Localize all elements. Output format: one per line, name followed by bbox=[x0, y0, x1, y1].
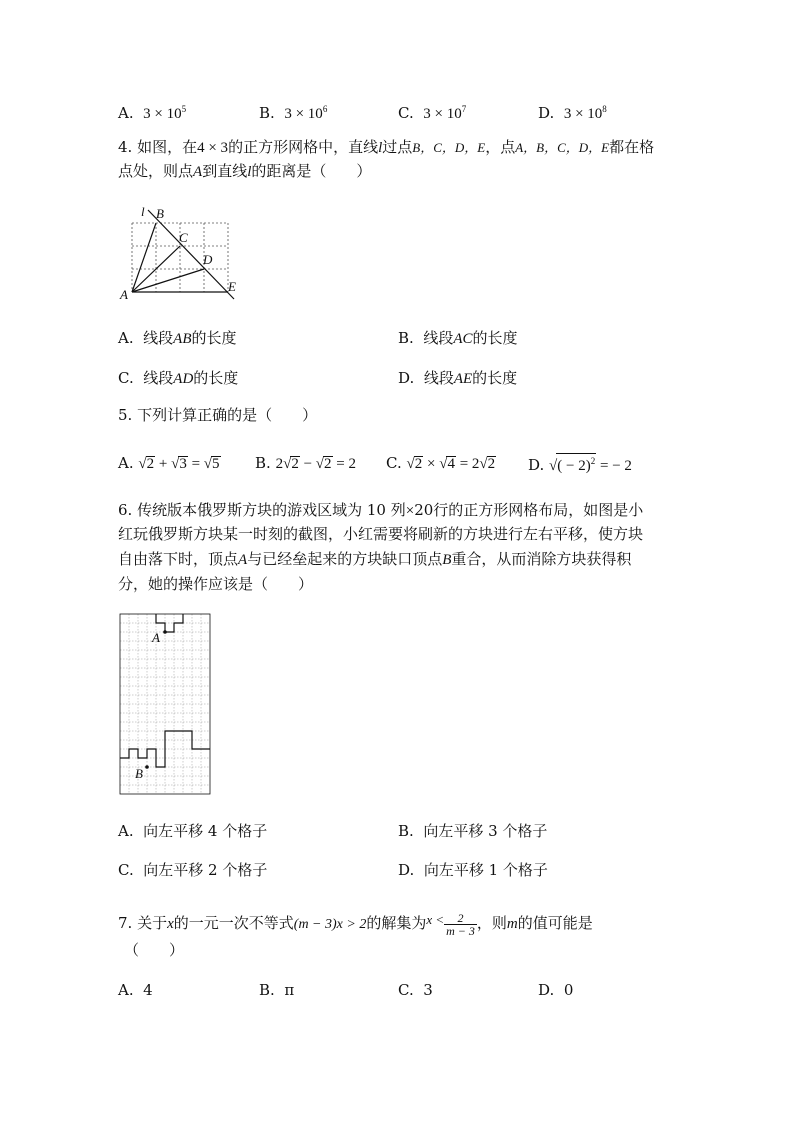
q6-option-b: B. 向左平移 3 个格子 bbox=[398, 822, 548, 840]
q4-segment-ad bbox=[132, 269, 204, 292]
q4-segment-ab bbox=[132, 223, 156, 292]
q4-label-b: B bbox=[156, 206, 164, 221]
q4-label-e: E bbox=[228, 279, 236, 294]
q4-label-c: C bbox=[179, 230, 188, 245]
q6-point-b bbox=[145, 765, 149, 769]
q7-option-c: C. 3 bbox=[398, 981, 433, 999]
q7-stem-line2: （ ） bbox=[124, 941, 185, 959]
q7-stem-line1: 7. 关于x的一元一次不等式(m − 3)x > 2的解集为x < $\frac{2}{m - 3}$ ，则m的值可能是 bbox=[118, 910, 593, 938]
q4-label-d: D bbox=[203, 252, 213, 267]
q5-option-d: D. √( − 2)$^2$ = − 2 bbox=[528, 453, 632, 476]
q7-fraction: $\frac{2}{m - 3}$ bbox=[446, 910, 475, 938]
q7-option-a: A. 4 bbox=[118, 981, 153, 999]
q6-option-a: A. 向左平移 4 个格子 bbox=[118, 822, 268, 840]
q3-option-d: D. $3 \times 10^8$ bbox=[538, 104, 607, 122]
q6-stem-line4: 分，她的操作应该是（ ） bbox=[118, 575, 314, 593]
q4-option-b: B. 线段AC的长度 bbox=[398, 329, 518, 347]
q6-stem-line1: 6. 传统版本俄罗斯方块的游戏区域为 10 列×20行的正方形网格布局，如图是小 bbox=[118, 501, 644, 519]
q5-option-a: A. √2 + √3 = √5 bbox=[118, 454, 220, 472]
q4-grid-figure bbox=[112, 200, 252, 305]
q4-stem-line2: 点处，则点A到直线l的距离是（ ） bbox=[118, 162, 372, 180]
q4-label-l: l bbox=[141, 204, 145, 219]
q5-stem: 5. 下列计算正确的是（ ） bbox=[118, 406, 318, 424]
q6-label-b: B bbox=[135, 766, 143, 781]
q6-stem-line2: 红玩俄罗斯方块某一时刻的截图，小红需要将刷新的方块进行左右平移，使方块 bbox=[118, 525, 644, 543]
q6-point-a bbox=[163, 630, 167, 634]
q5-option-c: C. √2 × √4 = 2√2 bbox=[386, 454, 496, 472]
q6-stacked-blocks bbox=[120, 731, 210, 767]
q4-label-a: A bbox=[120, 287, 128, 302]
q3-option-c: C. $3 \times 10^7$ bbox=[398, 104, 467, 122]
q6-stem-line3: 自由落下时，顶点A与已经垒起来的方块缺口顶点B重合，从而消除方块获得积 bbox=[118, 550, 632, 568]
q3-option-b: B. $3 \times 10^6$ bbox=[259, 104, 328, 122]
q4-stem-line1: 4. 如图，在4 × 3的正方形网格中，直线l过点B，C，D，E，点A，B，C，D，E都在格 bbox=[118, 138, 655, 156]
q7-option-d: D. 0 bbox=[538, 981, 574, 999]
q5-option-b: B. 2√2 − √2 = 2 bbox=[255, 454, 356, 472]
q6-tetris-figure bbox=[118, 612, 212, 796]
q6-label-a: A bbox=[152, 630, 160, 645]
q4-option-c: C. 线段AD的长度 bbox=[118, 369, 239, 387]
q6-option-d: D. 向左平移 1 个格子 bbox=[398, 861, 548, 879]
q4-option-a: A. 线段AB的长度 bbox=[118, 329, 237, 347]
q3-option-a: A. $3 \times 10^5$ bbox=[118, 104, 187, 122]
q6-option-c: C. 向左平移 2 个格子 bbox=[118, 861, 268, 879]
q7-option-b: B. π bbox=[259, 981, 295, 999]
q4-option-d: D. 线段AE的长度 bbox=[398, 369, 518, 387]
